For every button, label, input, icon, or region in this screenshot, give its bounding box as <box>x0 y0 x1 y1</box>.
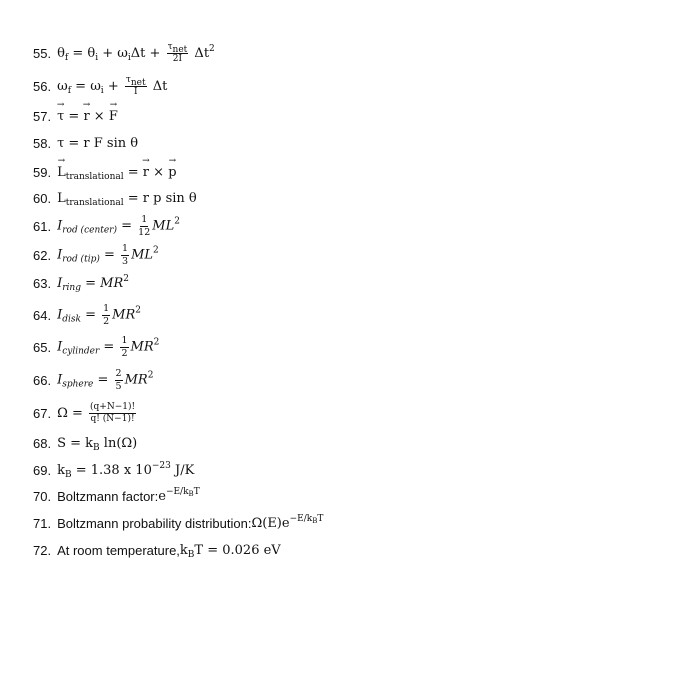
boltzmann-constant: $k_B = 1.38$ x $10^{-23}$ J/K <box>57 460 195 480</box>
formula-63 <box>33 270 129 296</box>
formula-66 <box>33 367 153 393</box>
multiplicity-equation: Ω = $\frac{(q+N-1)!}{q! (N-1)!}$ <box>57 401 136 424</box>
formula-57 <box>33 103 118 129</box>
formula-65 <box>33 334 159 360</box>
item-number: 63. <box>33 275 52 291</box>
boltzmann-distribution: $\Omega(E)e^{-E/k_BT}$ <box>251 513 324 531</box>
formula-61 <box>33 213 180 239</box>
formula-55 <box>33 40 215 66</box>
fraction: $\frac{1}{12}$ <box>138 214 151 238</box>
moment-inertia-ring: $I_{ring} = MR^2$ <box>57 273 129 293</box>
item-number: 55. <box>33 45 52 61</box>
torque-cross-product: τ → = r → × F → <box>57 109 118 124</box>
formula-69 <box>33 457 194 483</box>
formula-56 <box>33 73 167 99</box>
item-number: 67. <box>33 405 52 421</box>
formula-62 <box>33 242 159 268</box>
room-temperature-label: At room temperature, <box>57 542 180 558</box>
item-number: 60. <box>33 190 52 206</box>
moment-inertia-rod-tip: $I_{rod (tip)}$ = $\frac{1}{3}$ $ML^2$ <box>57 243 159 267</box>
boltzmann-distribution-label: Boltzmann probability distribution: <box>57 515 252 531</box>
boltzmann-factor: $e^{-E/k_BT}$ <box>158 486 200 504</box>
item-number: 71. <box>33 515 52 531</box>
boltzmann-factor-label: Boltzmann factor: <box>57 488 159 504</box>
item-number: 65. <box>33 339 52 355</box>
formula-68 <box>33 430 137 456</box>
formula-59 <box>33 159 177 185</box>
item-number: 59. <box>33 164 52 180</box>
item-number: 68. <box>33 435 52 451</box>
entropy-equation: $S = k_B$ ln(Ω) <box>57 435 138 453</box>
item-number: 69. <box>33 462 52 478</box>
formula-60 <box>33 185 197 211</box>
fraction: $\frac{\tau_{net}}{2I}$ <box>167 41 188 64</box>
item-number: 56. <box>33 78 52 94</box>
angular-position-equation: $\theta_f = \theta_i + \omega_i\Delta t$ + $\frac{\tau_{net}}{2I}$ $\Delta t^2$ <box>57 41 215 64</box>
fraction: $\frac{2}{5}$ <box>115 368 122 392</box>
angular-momentum-magnitude: $L_{translational} = r$ p sin θ <box>57 190 197 208</box>
item-number: 66. <box>33 372 52 388</box>
fraction: $\frac{1}{2}$ <box>103 303 110 327</box>
fraction: $\frac{\tau_{net}}{I}$ <box>125 74 146 97</box>
item-number: 61. <box>33 218 52 234</box>
room-temperature-kT: $k_BT = 0.026$ eV <box>179 542 281 560</box>
moment-inertia-rod-center: $I_{rod (center)}$ = $\frac{1}{12}$ $ML^2$ <box>57 214 180 238</box>
torque-magnitude: τ = r F sin θ <box>57 135 139 151</box>
moment-inertia-sphere: $I_{sphere}$ = $\frac{2}{5}$ $MR^2$ <box>57 368 154 392</box>
formula-58 <box>33 130 138 156</box>
item-number: 64. <box>33 307 52 323</box>
angular-velocity-equation: $\omega_f = \omega_i$ + $\frac{\tau_{net}}{I}$ Δt <box>57 74 168 97</box>
fraction: $\frac{1}{3}$ <box>122 243 129 267</box>
item-number: 70. <box>33 488 52 504</box>
formula-70 <box>33 483 200 509</box>
item-number: 57. <box>33 108 52 124</box>
item-number: 58. <box>33 135 52 151</box>
moment-inertia-cylinder: $I_{cylinder}$ = $\frac{1}{2}$ $MR^2$ <box>57 335 160 359</box>
formula-64 <box>33 302 141 328</box>
item-number: 72. <box>33 542 52 558</box>
formula-67 <box>33 400 138 426</box>
fraction: $\frac{1}{2}$ <box>121 335 128 359</box>
item-number: 62. <box>33 247 52 263</box>
angular-momentum-vector: $L \to_{translational} = r$ → × p → <box>57 165 176 180</box>
fraction: $\frac{(q+N-1)!}{q! (N-1)!}$ <box>90 401 136 424</box>
formula-72 <box>33 537 281 563</box>
formula-71 <box>33 510 323 536</box>
moment-inertia-disk: $I_{disk}$ = $\frac{1}{2}$ $MR^2$ <box>57 303 141 327</box>
